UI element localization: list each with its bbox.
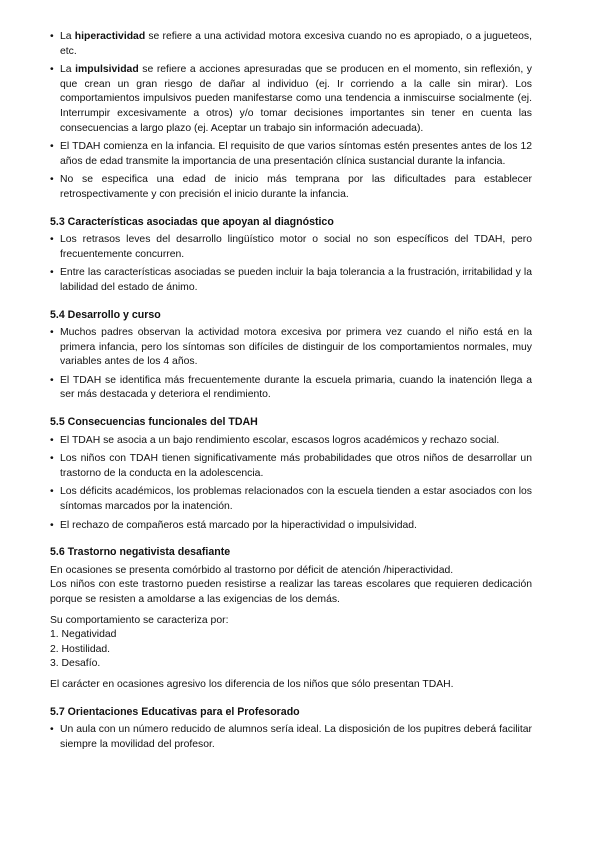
section-heading: 5.5 Consecuencias funcionales del TDAH: [50, 416, 258, 429]
paragraph: El carácter en ocasiones agresivo los diferencia de los niños que sólo presentan TDAH.: [50, 678, 454, 690]
section-5-4: [50, 308, 532, 404]
numbered-item: 2. Hostilidad.: [50, 643, 111, 655]
document-page: [50, 30, 532, 756]
paragraph: En ocasiones se presenta comórbido al trastorno por déficit de atención /hiperactividad.: [50, 564, 454, 576]
numbered-item: 1. Negatividad: [50, 629, 117, 641]
term-hiperactividad: hiperactividad: [74, 31, 146, 42]
list-item: • Entre las características asociadas se pueden incluir la baja tolerancia a la frustración, irritabilidad y la labilidad del estado de ánimo.: [50, 266, 532, 295]
list-item: • La impulsividad se refiere a acciones apresuradas que se producen en el momento, sin reflexión, y que crean un gran riesgo de dañar al individuo (ej. Ir corriendo a la calle sin mirar). Los comportamientos impulsivos pueden manifestarse como una tendencia a inmiscuirse socialmente (ej. Interrumpir excesivamente a otros) y/o tomar decisiones importantes sin tener en cuenta las consecuencias a largo plazo (ej. Aceptar un trabajo sin información adecuada).: [50, 63, 532, 136]
paragraph: Su comportamiento se caracteriza por:: [50, 614, 229, 626]
section-5-5: [50, 415, 532, 533]
list-item: • No se especifica una edad de inicio más temprana por las dificultades para establecer retrospectivamente y con precisión el inicio durante la infancia.: [50, 173, 532, 202]
list-item: • El rechazo de compañeros está marcado por la hiperactividad o impulsividad.: [50, 519, 532, 534]
bullet-list: [50, 233, 532, 295]
paragraph: Los niños con este trastorno pueden resistirse a realizar las tareas escolares que requieren dedicación porque se resisten a amoldarse a las exigencias de los demás.: [50, 579, 532, 605]
list-item: • El TDAH comienza en la infancia. El requisito de que varios síntomas estén presentes antes de los 12 años de edad transmite la importancia de una presentación clínica sustancial durante la infancia.: [50, 140, 532, 169]
list-item: • Un aula con un número reducido de alumnos sería ideal. La disposición de los pupitres deberá facilitar siempre la movilidad del profesor.: [50, 723, 532, 752]
section-heading: 5.4 Desarrollo y curso: [50, 308, 161, 321]
bullet-list: [50, 723, 532, 752]
numbered-item: 3. Desafío.: [50, 658, 101, 670]
term-impulsividad: impulsividad: [75, 64, 139, 76]
list-item: • La hiperactividad se refiere a una actividad motora excesiva cuando no es apropiado, o a jugueteos, etc.: [50, 30, 532, 59]
intro-section: [50, 30, 532, 203]
bullet-list: [50, 326, 532, 403]
section-5-6: [50, 545, 532, 692]
list-item: • El TDAH se identifica más frecuentemente durante la escuela primaria, cuando la inatención llega a ser más destacada y deteriora el rendimiento.: [50, 374, 532, 403]
list-item: • Los déficits académicos, los problemas relacionados con la escuela tienden a estar asociados con los síntomas marcados por la inatención.: [50, 485, 532, 514]
intro-list: [50, 30, 532, 203]
section-heading: 5.7 Orientaciones Educativas para el Profesorado: [50, 705, 300, 718]
list-item: • El TDAH se asocia a un bajo rendimiento escolar, escasos logros académicos y rechazo social.: [50, 434, 532, 449]
section-5-3: [50, 215, 532, 296]
list-item: • Los niños con TDAH tienen significativamente más probabilidades que otros niños de desarrollar un trastorno de la conducta en la adolescencia.: [50, 452, 532, 481]
list-item: • Los retrasos leves del desarrollo lingüístico motor o social no son específicos del TDAH, pero frecuentemente concurren.: [50, 233, 532, 262]
list-item: • Muchos padres observan la actividad motora excesiva por primera vez cuando el niño está en la primera infancia, pero los síntomas son difíciles de distinguir de los comportamientos normales, muy variables antes de los 4 años.: [50, 326, 532, 370]
bullet-list: [50, 434, 532, 534]
section-5-7: [50, 705, 532, 753]
section-heading: 5.6 Trastorno negativista desafiante: [50, 546, 231, 559]
section-heading: 5.3 Características asociadas que apoyan al diagnóstico: [50, 215, 334, 228]
